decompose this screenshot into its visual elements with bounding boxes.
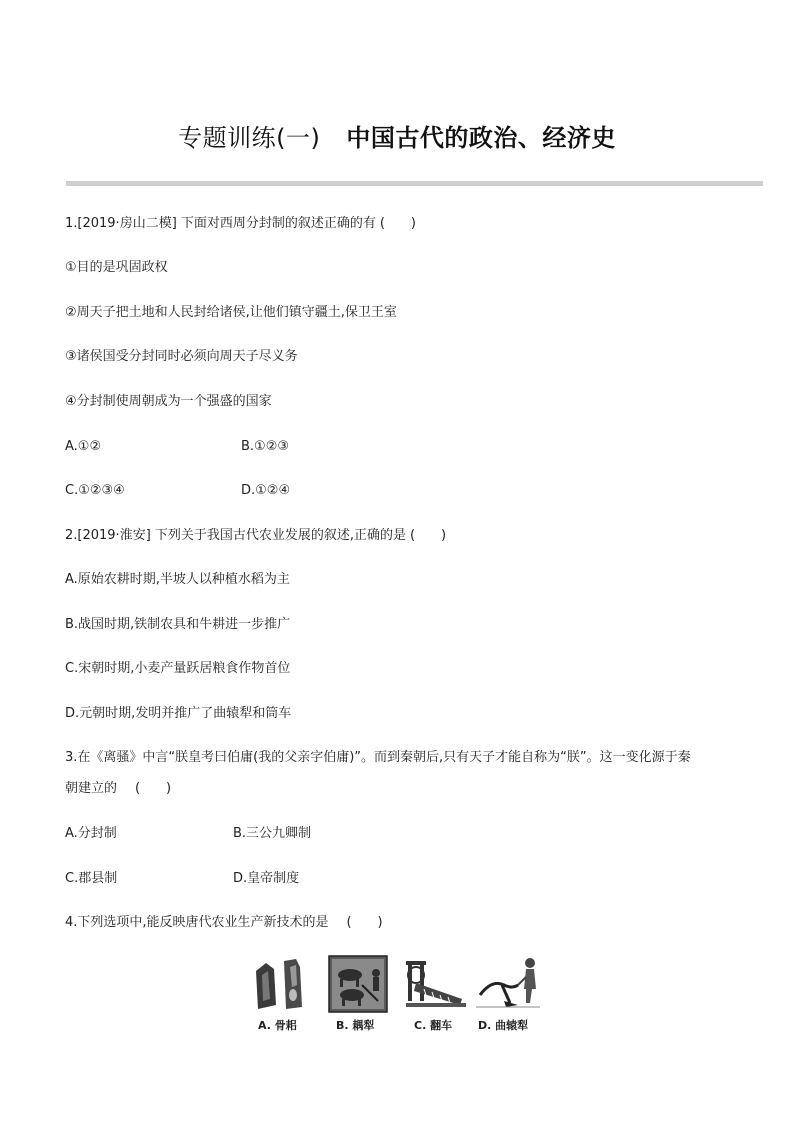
q3-option-a: A.分封制 [65, 826, 117, 841]
q2-paren: ( ) [409, 528, 447, 543]
q1-option-c: C.①②③④ [65, 483, 125, 498]
q3-option-d: D.皇帝制度 [233, 871, 300, 886]
q3-stem-line2-text: 朝建立的 [65, 781, 118, 796]
q2-option-a: A.原始农耕时期,半坡人以种植水稻为主 [65, 572, 290, 587]
q1-stem [65, 215, 420, 233]
q2-option-d: D.元朝时期,发明并推广了曲辕犁和筒车 [65, 706, 292, 721]
fig-label-b: B. 耦犁 [336, 1019, 375, 1032]
fig-label-d: D. 曲辕犁 [478, 1019, 529, 1032]
q1-item-4: ④分封制使周朝成为一个强盛的国家 [65, 394, 272, 409]
q2-option-b: B.战国时期,铁制农具和牛耕进一步推广 [65, 617, 291, 632]
q3-option-c: C.郡县制 [65, 871, 118, 886]
q2-stem-text: 2.[2019·淮安] 下列关于我国古代农业发展的叙述,正确的是 [65, 528, 407, 543]
chain-pump-image [404, 955, 466, 1017]
q2-option-c: C.宋朝时期,小麦产量跃居粮食作物首位 [65, 661, 291, 676]
q4-paren: ( ) [346, 915, 383, 930]
q3-stem-line1: 3.在《离骚》中言“朕皇考曰伯庸(我的父亲字伯庸)”。而到秦朝后,只有天子才能自称为“朕”。这一变化源于秦 [65, 750, 691, 765]
q4-stem-text: 4.下列选项中,能反映唐代农业生产新技术的是 [65, 915, 329, 930]
q4-figure [252, 955, 542, 1035]
curved-plough-image [474, 955, 542, 1017]
page-title [0, 118, 794, 153]
title-divider [66, 181, 763, 186]
q1-item-3: ③诸侯国受分封同时必须向周天子尽义务 [65, 349, 298, 364]
q3-paren: ( ) [134, 781, 172, 796]
bone-spade-image [252, 955, 312, 1017]
q3-option-b: B.三公九卿制 [233, 826, 312, 841]
q2-stem [65, 527, 450, 545]
fig-label-c: C. 翻车 [414, 1019, 453, 1032]
q1-stem-text: 1.[2019·房山二模] 下面对西周分封制的叙述正确的有 [65, 216, 376, 231]
q4-stem [65, 914, 387, 932]
title-part1: 专题训练(一) [178, 124, 321, 152]
ox-plough-image [328, 955, 388, 1017]
q1-option-b: B.①②③ [241, 439, 290, 454]
q1-option-a: A.①② [65, 439, 102, 454]
q1-paren: ( ) [379, 216, 416, 231]
q3-stem-line2 [65, 780, 175, 798]
fig-label-a: A. 骨耜 [258, 1019, 297, 1032]
title-part2: 中国古代的政治、经济史 [346, 124, 616, 152]
q1-option-d: D.①②④ [241, 483, 291, 498]
q1-item-2: ②周天子把土地和人民封给诸侯,让他们镇守疆土,保卫王室 [65, 305, 397, 320]
q1-item-1: ①目的是巩固政权 [65, 260, 168, 275]
